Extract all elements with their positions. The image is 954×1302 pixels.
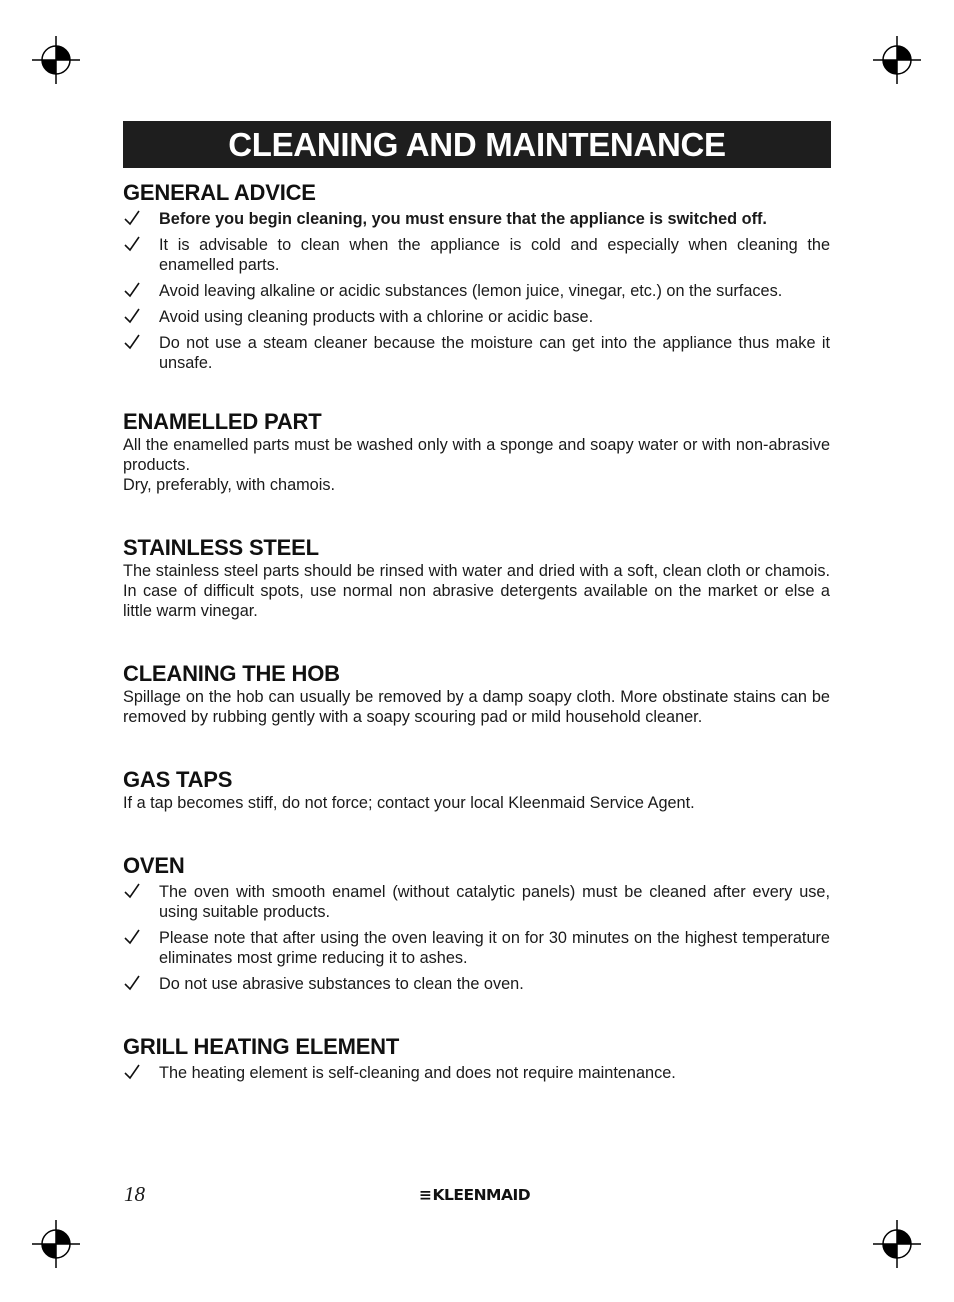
paragraph: Spillage on the hob can usually be removed by a damp soapy cloth. More obstinate stains can be removed by rubbing gently with a soapy scouring pad or mild household cleaner. xyxy=(123,688,830,726)
list-item xyxy=(123,928,830,968)
section-general-advice xyxy=(123,180,830,373)
section-heading: CLEANING THE HOB xyxy=(123,661,340,686)
section-heading: OVEN xyxy=(123,853,185,878)
checkmark-icon xyxy=(123,882,141,900)
bullet-list xyxy=(123,209,830,373)
section-enamelled-part xyxy=(123,409,830,495)
list-item xyxy=(123,1063,830,1083)
list-item xyxy=(123,235,830,275)
list-item-text: The heating element is self-cleaning and does not require maintenance. xyxy=(159,1064,676,1082)
bullet-list xyxy=(123,1063,830,1083)
content xyxy=(123,180,830,1114)
list-item xyxy=(123,209,830,229)
section-gas-taps xyxy=(123,767,830,813)
list-item xyxy=(123,281,830,301)
list-item-text: Do not use abrasive substances to clean the oven. xyxy=(159,975,524,993)
section-stainless-steel xyxy=(123,535,830,621)
section-cleaning-the-hob xyxy=(123,661,830,727)
list-item-text: Avoid using cleaning products with a chlorine or acidic base. xyxy=(159,308,594,326)
list-item-text: It is advisable to clean when the appliance is cold and especially when cleaning the enamelled parts. xyxy=(159,236,830,274)
page-number: 18 xyxy=(124,1182,145,1206)
section-grill-heating-element xyxy=(123,1034,830,1083)
list-item xyxy=(123,974,830,994)
list-item-text: Please note that after using the oven leaving it on for 30 minutes on the highest temperature eliminates most grime reducing it to ashes. xyxy=(159,929,830,967)
list-item xyxy=(123,333,830,373)
list-item-text: Before you begin cleaning, you must ensure that the appliance is switched off. xyxy=(159,210,767,228)
list-item xyxy=(123,307,830,327)
list-item-text: The oven with smooth enamel (without catalytic panels) must be cleaned after every use, using suitable products. xyxy=(159,883,830,921)
registration-mark-top-right xyxy=(873,36,921,84)
checkmark-icon xyxy=(123,928,141,946)
checkmark-icon xyxy=(123,1063,141,1081)
list-item-text: Do not use a steam cleaner because the moisture can get into the appliance thus make it unsafe. xyxy=(159,334,830,372)
page-title: CLEANING AND MAINTENANCE xyxy=(123,121,831,168)
registration-mark-top-left xyxy=(32,36,80,84)
paragraph: The stainless steel parts should be rinsed with water and dried with a soft, clean cloth or chamois. In case of difficult spots, use normal non abrasive detergents available on the market or else a little warm vinegar. xyxy=(123,562,830,620)
list-item xyxy=(123,882,830,922)
section-heading: GENERAL ADVICE xyxy=(123,180,316,205)
registration-mark-bottom-left xyxy=(32,1220,80,1268)
list-item-text: Avoid leaving alkaline or acidic substances (lemon juice, vinegar, etc.) on the surfaces. xyxy=(159,282,783,300)
bullet-list xyxy=(123,882,830,994)
checkmark-icon xyxy=(123,307,141,325)
registration-mark-bottom-right xyxy=(873,1220,921,1268)
brand-mark-icon: ≡ xyxy=(419,1186,432,1204)
section-heading: STAINLESS STEEL xyxy=(123,535,319,560)
section-heading: GRILL HEATING ELEMENT xyxy=(123,1034,400,1059)
section-heading: GAS TAPS xyxy=(123,767,233,792)
section-heading: ENAMELLED PART xyxy=(123,409,322,434)
paragraph: If a tap becomes stiff, do not force; contact your local Kleenmaid Service Agent. xyxy=(123,794,695,812)
brand-logo xyxy=(419,1186,530,1204)
checkmark-icon xyxy=(123,281,141,299)
checkmark-icon xyxy=(123,974,141,992)
section-oven xyxy=(123,853,830,994)
checkmark-icon xyxy=(123,235,141,253)
brand-name: KLEENMAID xyxy=(432,1186,531,1204)
paragraph: Dry, preferably, with chamois. xyxy=(123,476,336,494)
paragraph: All the enamelled parts must be washed only with a sponge and soapy water or with non-abrasive products. xyxy=(123,436,830,474)
checkmark-icon xyxy=(123,333,141,351)
checkmark-icon xyxy=(123,209,141,227)
